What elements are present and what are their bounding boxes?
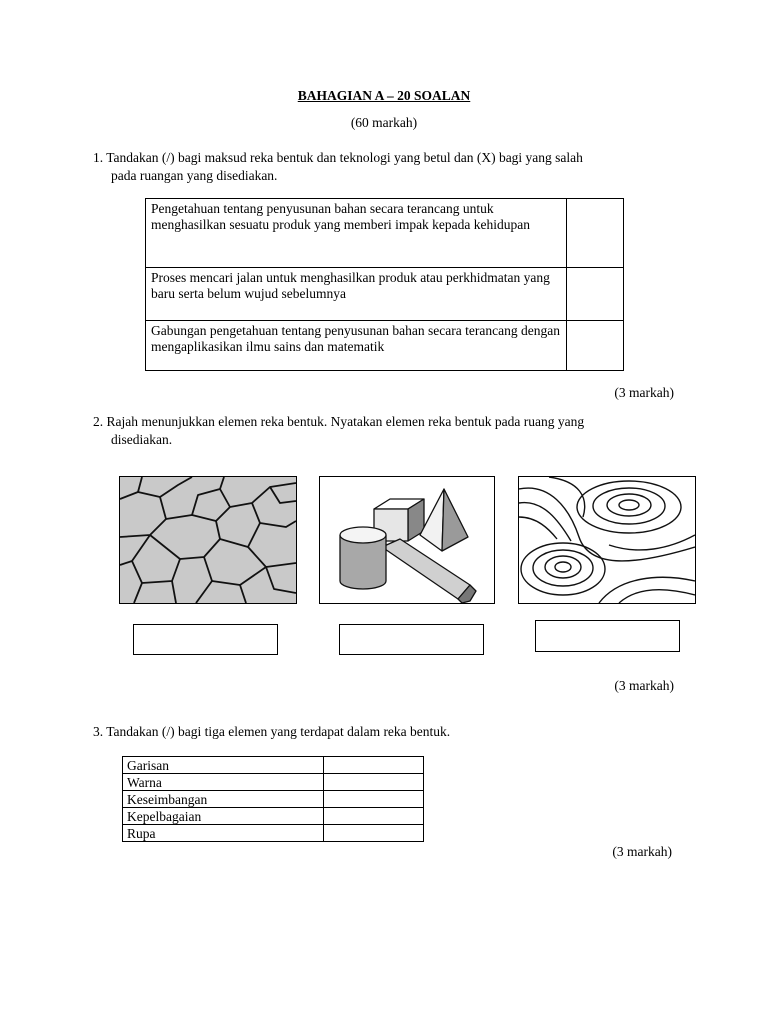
cracked-texture-icon <box>120 477 296 603</box>
q1-answer-box-3[interactable] <box>567 321 624 371</box>
solid-shapes-image <box>319 476 495 604</box>
table-row <box>123 774 424 791</box>
table-row <box>146 321 624 371</box>
q1-text-line2: pada ruangan yang disediakan. <box>111 168 278 183</box>
q3-check-box-4[interactable] <box>324 808 424 825</box>
q3-check-box-5[interactable] <box>324 825 424 842</box>
q3-check-box-3[interactable] <box>324 791 424 808</box>
q3-item-garisan: Garisan <box>123 757 324 774</box>
table-row <box>123 757 424 774</box>
q2-marks: (3 markah) <box>614 678 674 693</box>
q3-check-box-1[interactable] <box>324 757 424 774</box>
q1-answer-box-2[interactable] <box>567 268 624 321</box>
swirling-lines-image <box>518 476 696 604</box>
cracked-texture-image <box>119 476 297 604</box>
q3-check-box-2[interactable] <box>324 774 424 791</box>
q1-text-line1: 1. Tandakan (/) bagi maksud reka bentuk dan teknologi yang betul dan (X) bagi yang salah <box>93 150 583 165</box>
section-title: BAHAGIAN A – 20 SOALAN <box>297 88 471 103</box>
table-row <box>123 791 424 808</box>
q1-statement-3: Gabungan pengetahuan tentang penyusunan bahan secara terancang dengan mengaplikasikan ilmu sains dan matematik <box>146 321 567 371</box>
q1-answer-box-1[interactable] <box>567 199 624 268</box>
q1-statement-1: Pengetahuan tentang penyusunan bahan secara terancang untuk menghasilkan sesuatu produk yang memberi impak kepada kehidupan <box>146 199 567 268</box>
q3-marks: (3 markah) <box>612 844 672 859</box>
q3-item-warna: Warna <box>123 774 324 791</box>
q2-text-line1: 2. Rajah menunjukkan elemen reka bentuk. Nyatakan elemen reka bentuk pada ruang yang <box>93 414 585 429</box>
table-row <box>123 825 424 842</box>
q2-text-line2: disediakan. <box>111 432 173 447</box>
table-row <box>146 199 624 268</box>
q3-text-line1: 3. Tandakan (/) bagi tiga elemen yang terdapat dalam reka bentuk. <box>93 724 451 739</box>
answer-box-3[interactable] <box>535 620 680 652</box>
answer-box-1[interactable] <box>133 624 278 655</box>
table-row <box>146 268 624 321</box>
swirl-pattern-icon <box>519 477 695 603</box>
q1-table <box>145 198 624 371</box>
3d-shapes-icon <box>320 477 494 603</box>
answer-box-2[interactable] <box>339 624 484 655</box>
q1-statement-2: Proses mencari jalan untuk menghasilkan produk atau perkhidmatan yang baru serta belum wujud sebelumnya <box>146 268 567 321</box>
q3-item-rupa: Rupa <box>123 825 324 842</box>
total-marks: (60 markah) <box>350 115 418 130</box>
q3-item-kepelbagaian: Kepelbagaian <box>123 808 324 825</box>
q1-marks: (3 markah) <box>614 385 674 400</box>
table-row <box>123 808 424 825</box>
q3-item-keseimbangan: Keseimbangan <box>123 791 324 808</box>
q3-table <box>122 756 424 842</box>
